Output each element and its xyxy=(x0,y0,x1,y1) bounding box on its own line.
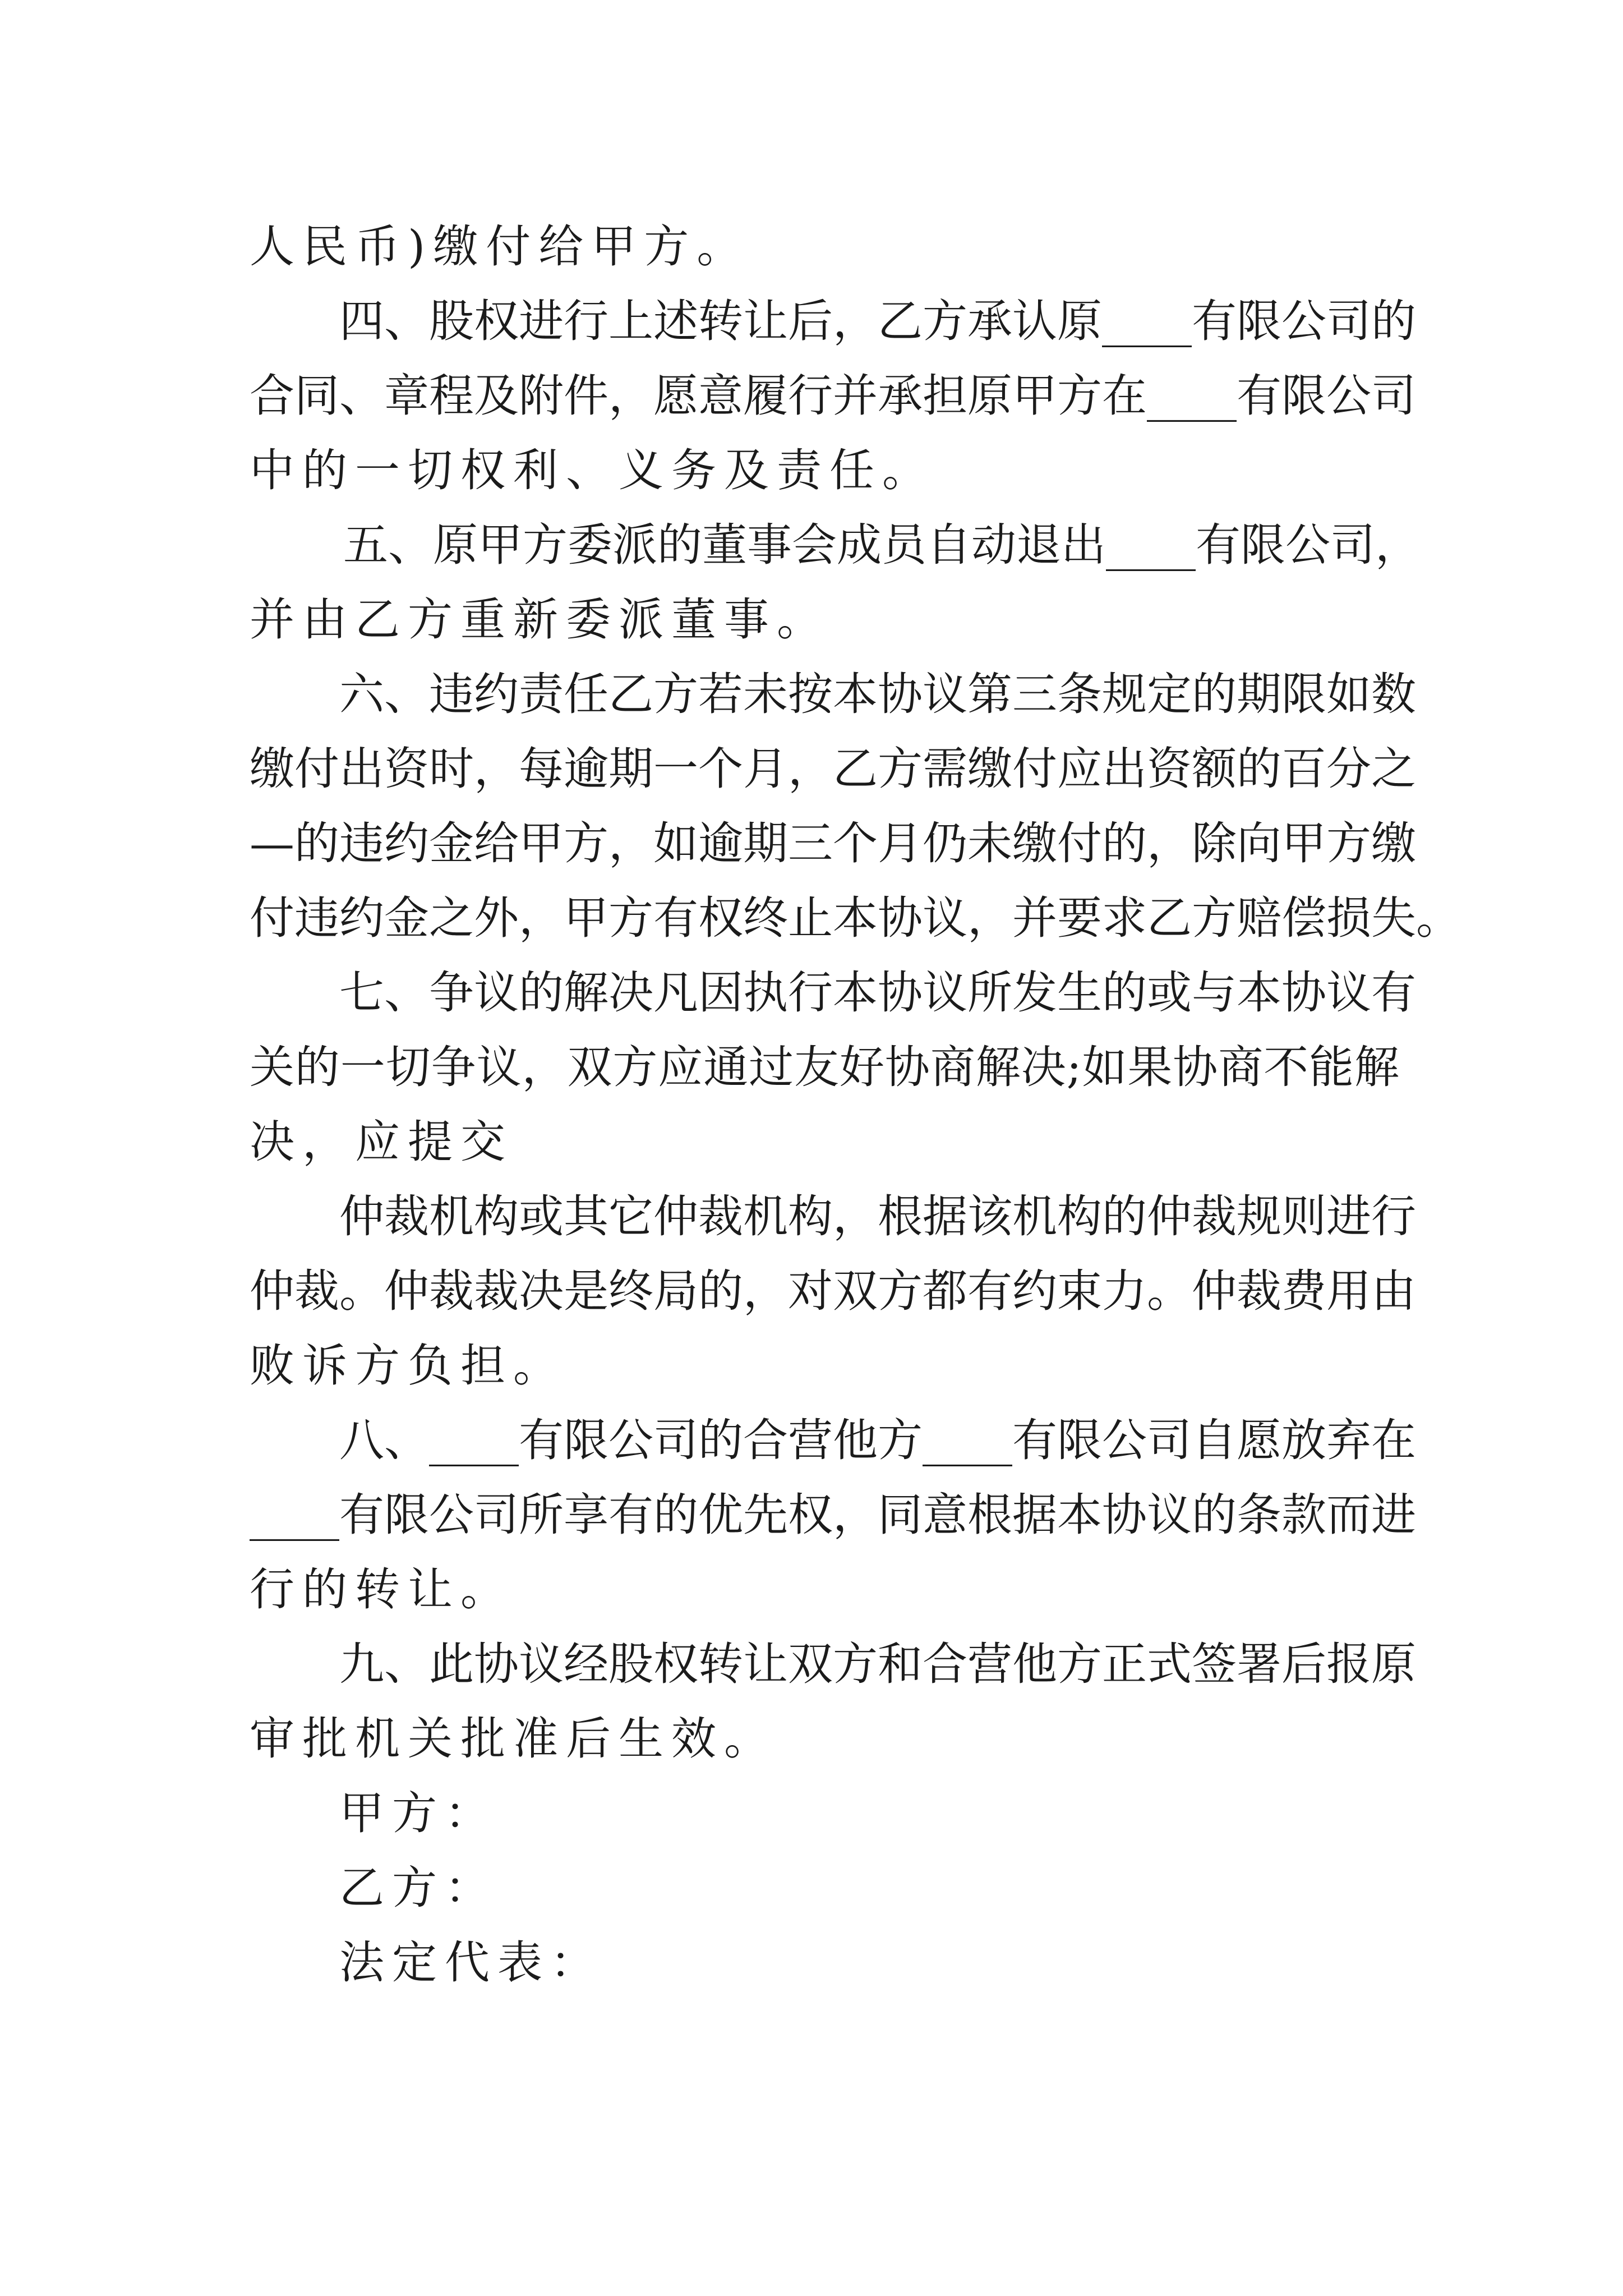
clause-6-line-2: 缴付出资时，每逾期一个月，乙方需缴付应出资额的百分之 xyxy=(250,743,1416,795)
clause-7-line-3: 决，应提交 xyxy=(250,1116,513,1168)
paragraph-3-tail: 人民币)缴付给甲方。 xyxy=(250,220,750,273)
party-b-signature-label: 乙方： xyxy=(339,1862,497,1914)
clause-8-line-1: 八、____有限公司的合营他方____有限公司自愿放弃在 xyxy=(339,1414,1416,1466)
clause-5-line-2: 并由乙方重新委派董事。 xyxy=(250,593,829,646)
clause-7-line-2: 关的一切争议，双方应通过友好协商解决;如果协商不能解 xyxy=(250,1041,1399,1093)
clause-9-line-1: 九、此协议经股权转让双方和合营他方正式签署后报原 xyxy=(339,1638,1416,1690)
clause-6-line-3: —的违约金给甲方，如逾期三个月仍未缴付的，除向甲方缴 xyxy=(250,817,1416,869)
clause-9-line-2: 审批机关批准后生效。 xyxy=(250,1713,777,1765)
clause-8-line-2: ____有限公司所享有的优先权，同意根据本协议的条款而进 xyxy=(250,1489,1416,1541)
arbitration-line-2: 仲裁。仲裁裁决是终局的，对双方都有约束力。仲裁费用由 xyxy=(250,1265,1416,1317)
clause-4-line-2: 合同、章程及附件，愿意履行并承担原甲方在____有限公司 xyxy=(250,370,1416,422)
legal-representative-label: 法定代表： xyxy=(339,1936,603,1989)
clause-6-line-1: 六、违约责任乙方若未按本协议第三条规定的期限如数 xyxy=(339,668,1416,720)
arbitration-line-3: 败诉方负担。 xyxy=(250,1340,566,1392)
party-a-signature-label: 甲方： xyxy=(339,1787,497,1839)
clause-4-line-1: 四、股权进行上述转让后，乙方承认原____有限公司的 xyxy=(339,295,1416,347)
clause-7-line-1: 七、争议的解决凡因执行本协议所发生的或与本协议有 xyxy=(339,967,1416,1019)
clause-5-line-1: 五、原甲方委派的董事会成员自动退出____有限公司， xyxy=(343,519,1420,571)
clause-6-line-4: 付违约金之外，甲方有权终止本协议，并要求乙方赔偿损失。 xyxy=(250,892,1461,944)
clause-8-line-3: 行的转让。 xyxy=(250,1563,513,1616)
arbitration-line-1: 仲裁机构或其它仲裁机构，根据该机构的仲裁规则进行 xyxy=(339,1190,1416,1243)
clause-4-line-3: 中的一切权利、义务及责任。 xyxy=(250,444,935,496)
